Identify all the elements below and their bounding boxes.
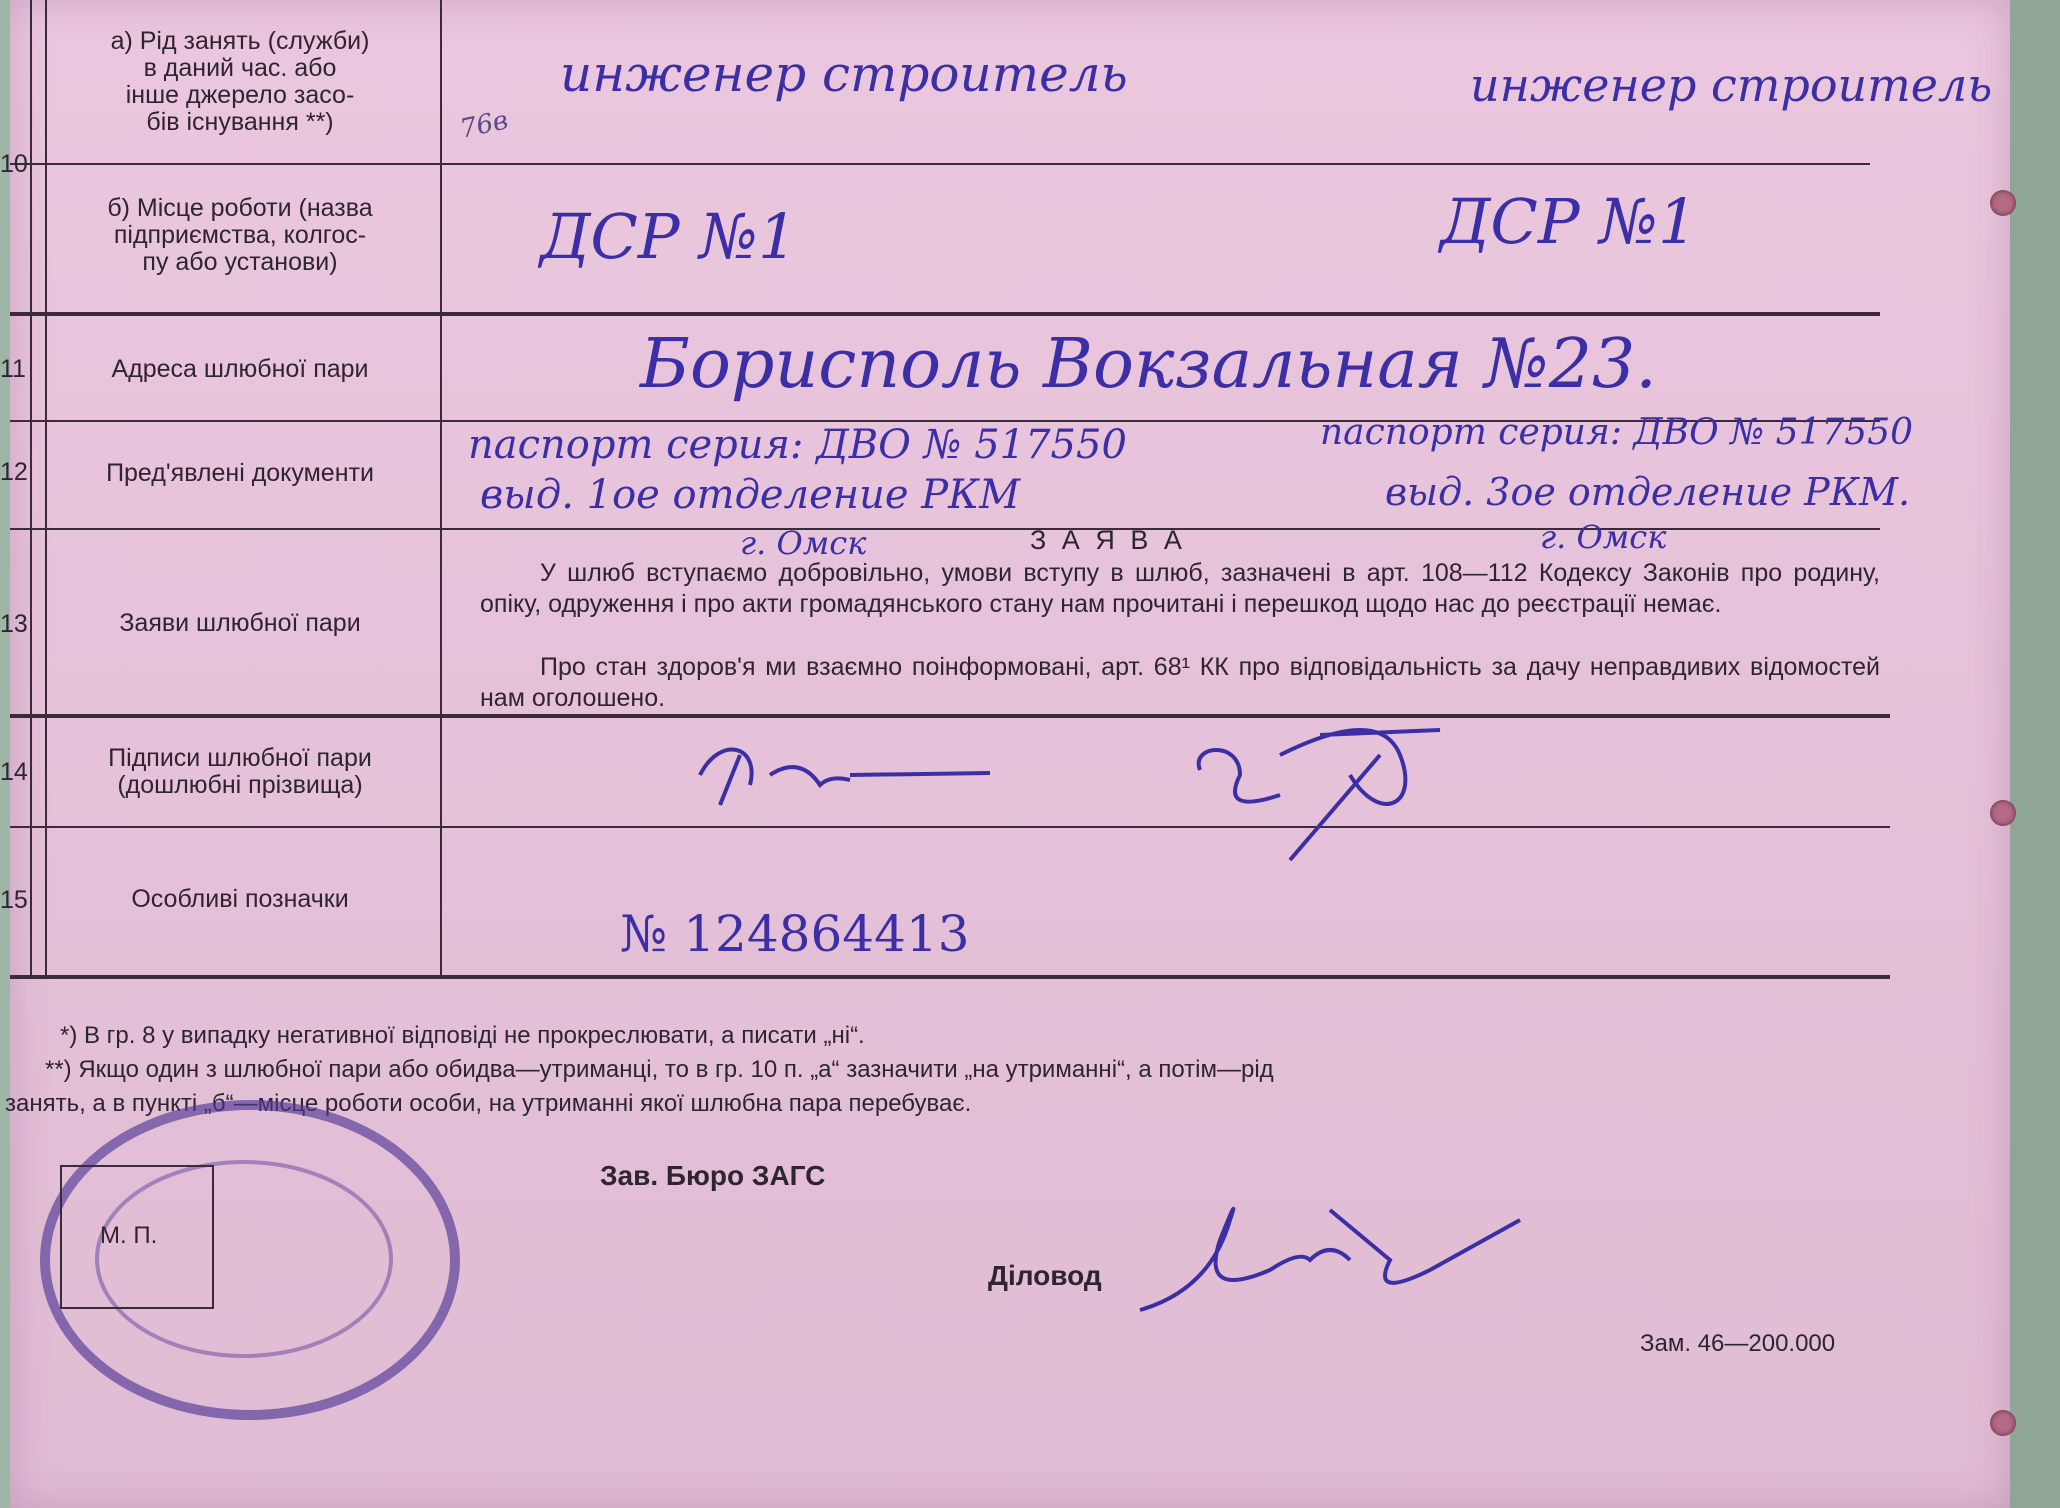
groom-occupation: инженер строитель	[560, 45, 1128, 103]
row-number: 13	[0, 610, 28, 638]
footnote-2: **) Якщо один з шлюбної пари або обидва—утриманці, то в гр. 10 п. „а“ зазначити „на утриманні“, а потім—рід	[45, 1056, 1274, 1083]
registry-head-title: Зав. Бюро ЗАГС	[600, 1160, 826, 1191]
groom-passport-issued: выд. 1ое отделение РКМ	[480, 472, 1021, 518]
bride-passport-issued: выд. 3ое отделение РКМ.	[1385, 470, 1911, 514]
row-number: 12	[0, 458, 28, 486]
special-mark-number: № 124864413	[620, 905, 970, 963]
statement-paragraph-1: У шлюб вступаємо добровільно, умови вступу в шлюб, зазначені в арт. 108—112 Кодексу Законів про родину, опіку, одруження і про акти громадянського стану нам прочитані і перешкод щодо нас до реєстрації немає.	[480, 559, 1880, 618]
bride-workplace: ДСР №1	[1440, 185, 1698, 258]
clerk-title: Діловод	[988, 1260, 1102, 1291]
groom-passport-city: г. Омск	[740, 524, 867, 562]
row-number: 10	[0, 150, 28, 178]
clerk-signature	[1130, 1180, 1550, 1340]
row-divider	[10, 163, 1870, 165]
label-occupation: а) Рід занять (служби) в даний час. або інше джерело засо- бів існування **)	[110, 27, 370, 136]
bride-occupation: инженер строитель	[1470, 58, 1993, 112]
column-divider	[45, 0, 47, 975]
column-divider	[440, 0, 442, 975]
bride-passport: паспорт серия: ДВО № 517550	[1320, 412, 1914, 453]
row-number: 15	[0, 886, 28, 914]
row-number: 11	[0, 355, 26, 383]
footnote-3: занять, а в пункті „б“—місце роботи особи, на утриманні якої шлюбна пара перебуває.	[5, 1090, 972, 1117]
punch-hole	[1990, 1410, 2016, 1436]
label-signatures: Підписи шлюбної пари (дошлюбні прізвища)	[108, 744, 372, 799]
row-number: 14	[0, 758, 28, 786]
couple-address: Борисполь Вокзальная №23.	[640, 325, 1657, 404]
label-documents: Пред'явлені документи	[106, 459, 374, 487]
binding-strip	[2010, 0, 2060, 1508]
statement-paragraph-2: Про стан здоров'я ми взаємно поінформовані, арт. 68¹ КК про відповідальність за дачу неправдивих відомостей нам оголошено.	[480, 653, 1880, 712]
groom-workplace: ДСР №1	[540, 200, 798, 273]
punch-hole	[1990, 800, 2016, 826]
label-special-marks: Особливі позначки	[131, 885, 349, 913]
column-divider	[30, 0, 32, 975]
print-order-number: Зам. 46—200.000	[1640, 1330, 1836, 1357]
stamp-place-label: М. П.	[100, 1222, 158, 1249]
bride-passport-city: г. Омск	[1540, 518, 1667, 556]
statement-heading: З А Я В А	[1030, 525, 1186, 555]
margin-mark: 76в	[457, 105, 511, 145]
row-divider	[10, 312, 1880, 316]
row-divider	[10, 975, 1890, 979]
punch-hole	[1990, 190, 2016, 216]
label-workplace: б) Місце роботи (назва підприємства, колгос- пу або установи)	[107, 194, 373, 276]
groom-passport: паспорт серия: ДВО № 517550	[468, 422, 1127, 468]
footnote-1: *) В гр. 8 у випадку негативної відповіді не прокреслювати, а писати „ні“.	[60, 1022, 865, 1049]
couple-signatures	[680, 715, 1480, 865]
label-address: Адреса шлюбної пари	[111, 355, 369, 383]
label-statements: Заяви шлюбної пари	[119, 609, 361, 637]
